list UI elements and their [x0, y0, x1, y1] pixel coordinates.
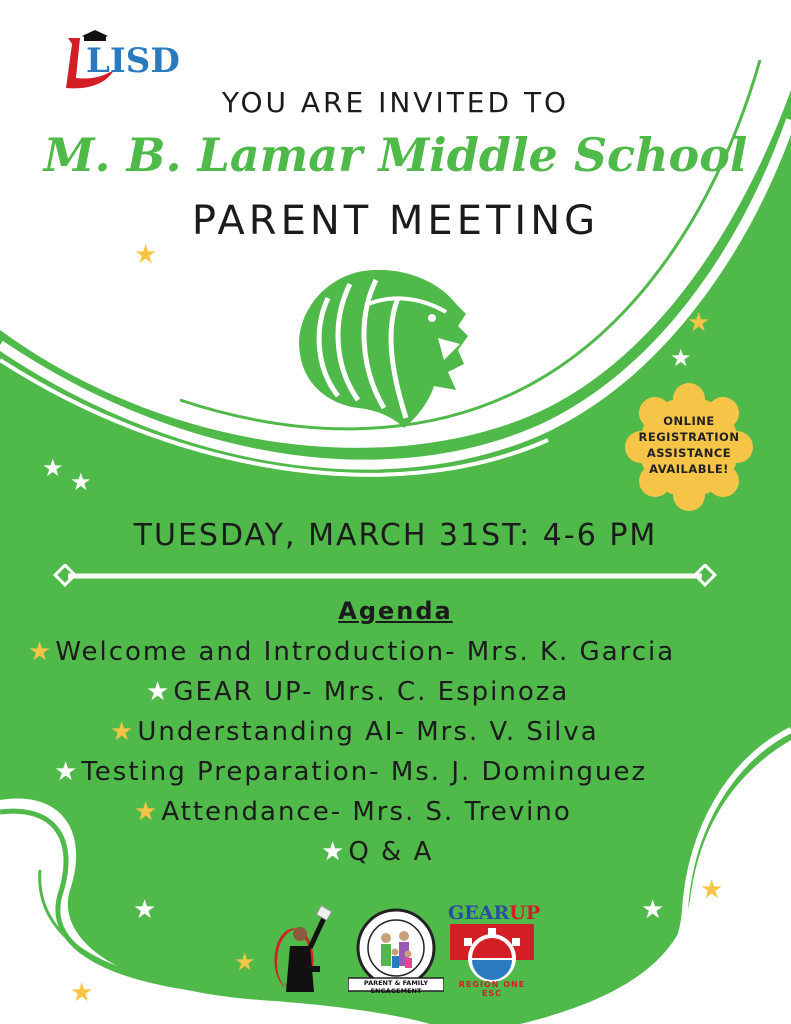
- badge-line: ASSISTANCE: [646, 446, 732, 460]
- agenda-item-text: Attendance- Mrs. S. Trevino: [161, 797, 572, 827]
- agenda-item: [146, 677, 569, 707]
- agenda-item: [28, 637, 675, 667]
- agenda-item: [321, 837, 433, 867]
- badge-line: ONLINE: [663, 414, 715, 428]
- event-title: PARENT MEETING: [191, 198, 600, 244]
- gearup-gear-text: GEAR: [448, 902, 510, 924]
- gearup-logo: [448, 902, 541, 998]
- agenda-item-text: Welcome and Introduction- Mrs. K. Garcia: [55, 637, 676, 667]
- agenda-item-text: GEAR UP- Mrs. C. Espinoza: [173, 677, 570, 707]
- district-seal-logo: [348, 908, 444, 995]
- event-datetime: TUESDAY, MARCH 31ST: 4-6 PM: [133, 518, 658, 553]
- agenda-item: [54, 757, 647, 787]
- star-icon: ★: [134, 240, 158, 270]
- agenda-item: [134, 797, 572, 827]
- svg-text:LISD: LISD: [86, 41, 180, 81]
- star-icon: ★: [134, 797, 160, 827]
- gearup-region-text: REGION ONE ESC: [458, 980, 526, 998]
- star-icon: ★: [146, 677, 172, 707]
- badge-line: REGISTRATION: [638, 430, 740, 444]
- star-icon: ★: [110, 717, 136, 747]
- agenda-item: [110, 717, 599, 747]
- family-engagement-label: PARENT & FAMILY ENGAGEMENT: [363, 979, 429, 995]
- divider: [52, 564, 718, 588]
- star-icon: ★: [670, 344, 692, 372]
- star-icon: ★: [42, 454, 64, 482]
- star-icon: ★: [700, 875, 724, 905]
- agenda-title: Agenda: [338, 597, 453, 625]
- star-icon: ★: [234, 948, 256, 976]
- registration-badge: [622, 383, 756, 511]
- agenda-item-text: Testing Preparation- Ms. J. Dominguez: [81, 757, 648, 787]
- star-icon: ★: [70, 978, 94, 1008]
- star-icon: ★: [687, 308, 711, 338]
- star-icon: ★: [641, 895, 665, 925]
- school-name: M. B. Lamar Middle School: [43, 128, 748, 182]
- agenda-item-text: Understanding AI- Mrs. V. Silva: [137, 717, 599, 747]
- graduate-logo: [272, 904, 336, 998]
- star-icon: ★: [54, 757, 80, 787]
- invited-heading: YOU ARE INVITED TO: [221, 86, 570, 119]
- star-icon: ★: [133, 895, 157, 925]
- gearup-up-text: UP: [509, 902, 541, 924]
- star-icon: ★: [321, 837, 347, 867]
- lion-head-icon: [298, 268, 470, 430]
- star-icon: ★: [28, 637, 54, 667]
- agenda-item-text: Q & A: [348, 837, 434, 867]
- badge-line: AVAILABLE!: [649, 462, 729, 476]
- star-icon: ★: [70, 468, 92, 496]
